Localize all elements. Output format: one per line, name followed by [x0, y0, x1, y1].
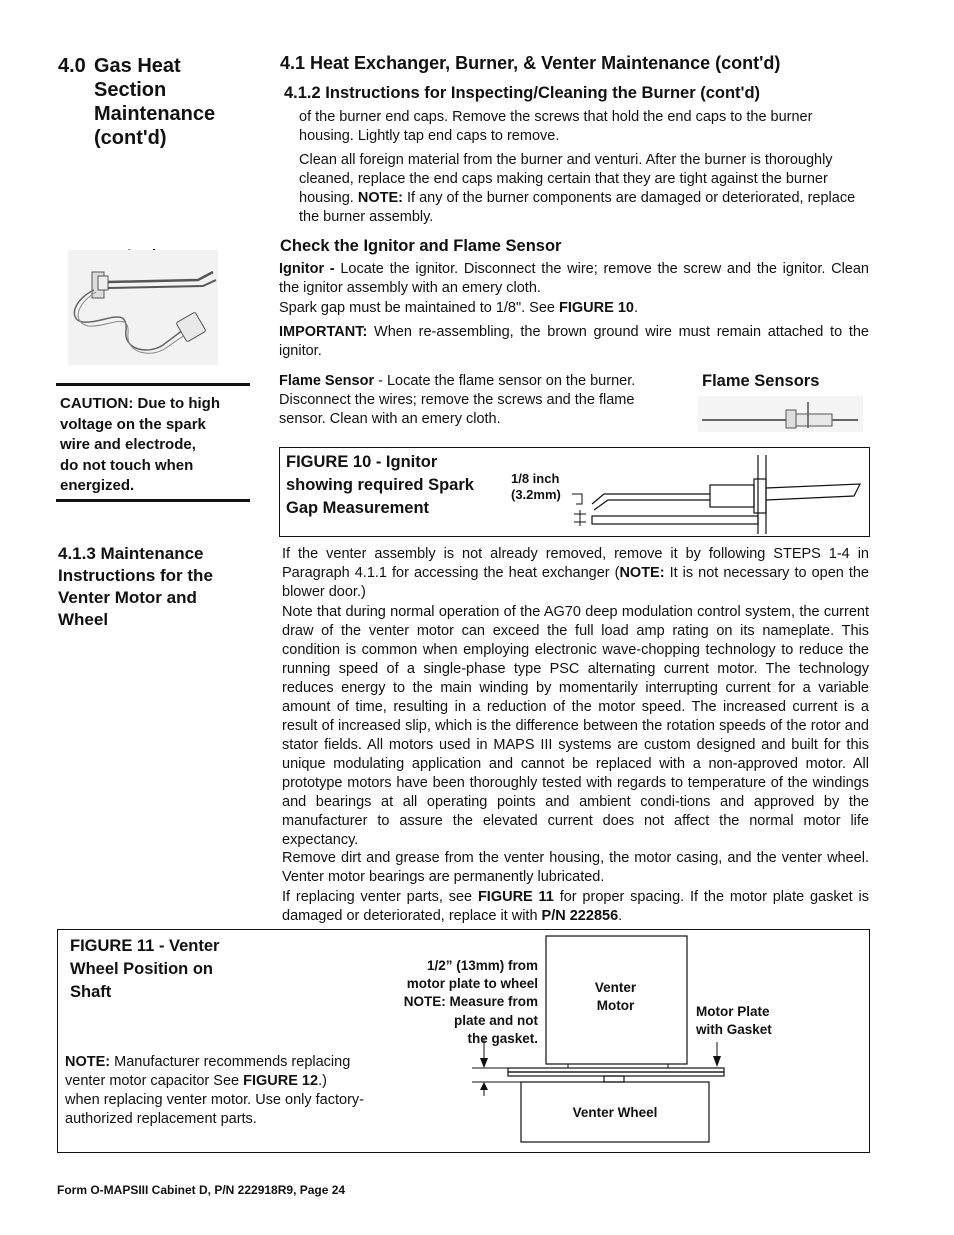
caption-line: FIGURE 11 - Venter: [70, 937, 220, 955]
page-footer: Form O-MAPSIII Cabinet D, P/N 222918R9, Page 24: [57, 1183, 346, 1197]
caution-line: do not touch when: [60, 456, 194, 474]
label-line: Venter: [594, 980, 637, 995]
dim-line: 1/8 inch: [511, 471, 560, 486]
caution-line: voltage on the spark: [60, 415, 206, 433]
flame-sensor-paragraph: [279, 372, 674, 429]
caution-top-rule: [56, 383, 250, 386]
burner-paragraph-2: [299, 151, 869, 227]
text: Clean all foreign material from the burner and venturi. After the burner is thoroughly cleaned, replace the end caps making certain that they are tight against the burner housing.: [299, 152, 833, 206]
subsection-line: Venter Motor and: [58, 588, 197, 607]
text: Spark gap must be maintained to 1/8". See: [279, 300, 560, 316]
venter-paragraph-3: Remove dirt and grease from the venter housing, the motor casing, and the venter wheel. Venter motor bearings are permanently lubricated.: [282, 850, 869, 885]
text: It is not necessary to open the blower door.): [282, 565, 870, 600]
flame-sensor-illustration: [698, 396, 863, 432]
venter-paragraph-1: [282, 545, 869, 602]
caption-line: Wheel Position on: [70, 960, 213, 978]
note-label: NOTE:: [357, 190, 403, 206]
dim-line: the gasket.: [467, 1030, 538, 1046]
caption-line: FIGURE 10 - Ignitor: [286, 453, 438, 471]
text: Locate the ignitor. Disconnect the wire; remove the screw and the ignitor. Clean the ignitor assembly with an emery cloth.: [279, 261, 869, 296]
label-line: with Gasket: [696, 1022, 772, 1037]
figure-10-caption: [286, 451, 474, 520]
dim-line: motor plate to wheel: [406, 976, 538, 992]
dim-line: plate and not: [454, 1012, 538, 1028]
text: .: [633, 300, 638, 316]
section-title-line: (cont'd): [94, 127, 167, 149]
venter-motor-label: [546, 979, 685, 1015]
motor-plate-label: [696, 1003, 772, 1039]
text: If any of the burner components are damaged or deteriorated, replace the burner assembly.: [299, 190, 856, 225]
section-title-line: Gas Heat: [94, 55, 181, 77]
ignitor-paragraph: [279, 260, 869, 298]
dim-line: NOTE: Measure from: [403, 994, 538, 1010]
figure-11-note: [65, 1053, 365, 1129]
spark-gap-paragraph: [279, 299, 869, 318]
section-number: 4.0: [58, 55, 86, 77]
dim-line: 1/2” (13mm) from: [426, 958, 538, 973]
note-label: NOTE:: [65, 1054, 111, 1070]
figure-10-dimension: [511, 471, 561, 503]
subsection-line: Instructions for the: [58, 566, 213, 585]
text: If the venter assembly is not already removed, remove it by following STEPS 1-4 in Paragraph 4.1.1 for accessing the heat exchanger (: [282, 546, 869, 581]
heading-4-1: 4.1 Heat Exchanger, Burner, & Venter Maintenance (cont'd): [280, 53, 781, 73]
text: for proper spacing. If the motor plate gasket is damaged or deteriorated, replace it with: [282, 889, 869, 924]
part-number: P/N 222856: [541, 908, 619, 924]
caption-line: Gap Measurement: [286, 499, 430, 517]
text: Manufacturer recommends replacing venter motor capacitor See: [65, 1054, 351, 1089]
check-ignitor-heading: Check the Ignitor and Flame Sensor: [280, 237, 562, 255]
flame-sensors-label: Flame Sensors: [702, 372, 820, 390]
caption-line: Shaft: [70, 983, 112, 1001]
dim-line: (3.2mm): [511, 487, 561, 502]
caution-line: wire and electrode,: [60, 436, 196, 453]
caution-line: energized.: [60, 477, 135, 494]
label-line: Motor Plate: [696, 1004, 770, 1019]
subsection-line: Wheel: [58, 610, 109, 629]
text: If replacing venter parts, see: [282, 889, 478, 905]
caution-line: CAUTION: Due to high: [60, 395, 220, 412]
label-line: Motor: [596, 998, 635, 1013]
ignitor-illustration: [68, 250, 218, 365]
text: When re-assembling, the brown ground wire must remain attached to the ignitor.: [279, 324, 869, 359]
important-paragraph: [279, 323, 869, 361]
subsection-line: 4.1.3 Maintenance: [58, 544, 204, 563]
caption-line: showing required Spark: [286, 476, 474, 494]
section-title-line: Maintenance: [94, 103, 216, 125]
section-title: [94, 54, 254, 150]
venter-wheel-label: Venter Wheel: [572, 1105, 658, 1120]
caution-text: [60, 394, 220, 497]
subsection-413-heading: [58, 543, 213, 631]
venter-paragraph-4: [282, 888, 869, 926]
flame-sensor-label: Flame Sensor: [279, 373, 375, 389]
heading-4-1-2: 4.1.2 Instructions for Inspecting/Cleaning the Burner (cont'd): [284, 84, 761, 102]
figure-10-drawing: [568, 450, 868, 534]
text: - Locate the flame sensor on the burner. Disconnect the wires; remove the screws and the flame sensor. Clean with an emery cloth.: [279, 373, 636, 427]
ignitor-label-inline: Ignitor -: [279, 261, 335, 277]
text: .) when replacing venter motor. Use only factory-authorized replacement parts.: [65, 1073, 364, 1127]
figure-11-caption: [70, 935, 219, 1004]
figure-ref: FIGURE 11: [477, 889, 554, 905]
burner-paragraph-1: of the burner end caps. Remove the screws that hold the end caps to the burner housing. Lightly tap end caps to remove.: [299, 109, 813, 144]
section-title-line: Section: [94, 79, 167, 101]
note-label: NOTE:: [619, 565, 665, 581]
figure-ref: FIGURE 10: [559, 300, 634, 316]
caution-bottom-rule: [56, 499, 250, 502]
venter-paragraph-2: Note that during normal operation of the AG70 deep modulation control system, the current draw of the venter motor can exceed the full load amp rating on its nameplate. This condition is common when employing electronic wave-chopping technology to reduce the running speed of a single-phase type PSC alternating current motor. The technology reduces energy to the main winding by momentarily interrupting current for a variable amount of time, resulting in a reduction of the motor speed. The increased current is a result of increased slip, which is the difference between the rotation speeds of the rotor and stator fields. All motors used in MAPS III systems are custom designed and built for this unique modulating application and cannot be replaced with a non-approved motor. All prototype motors have been thoroughly tested with regards to temperature of the windings and bearings at all operating points and ambient condi-tions and approved by the manufacturer to assure the elevated current does not affect the normal motor life expectancy.: [282, 604, 869, 848]
figure-ref: FIGURE 12: [243, 1073, 319, 1089]
important-label: IMPORTANT:: [279, 324, 368, 340]
text: .: [618, 908, 623, 924]
